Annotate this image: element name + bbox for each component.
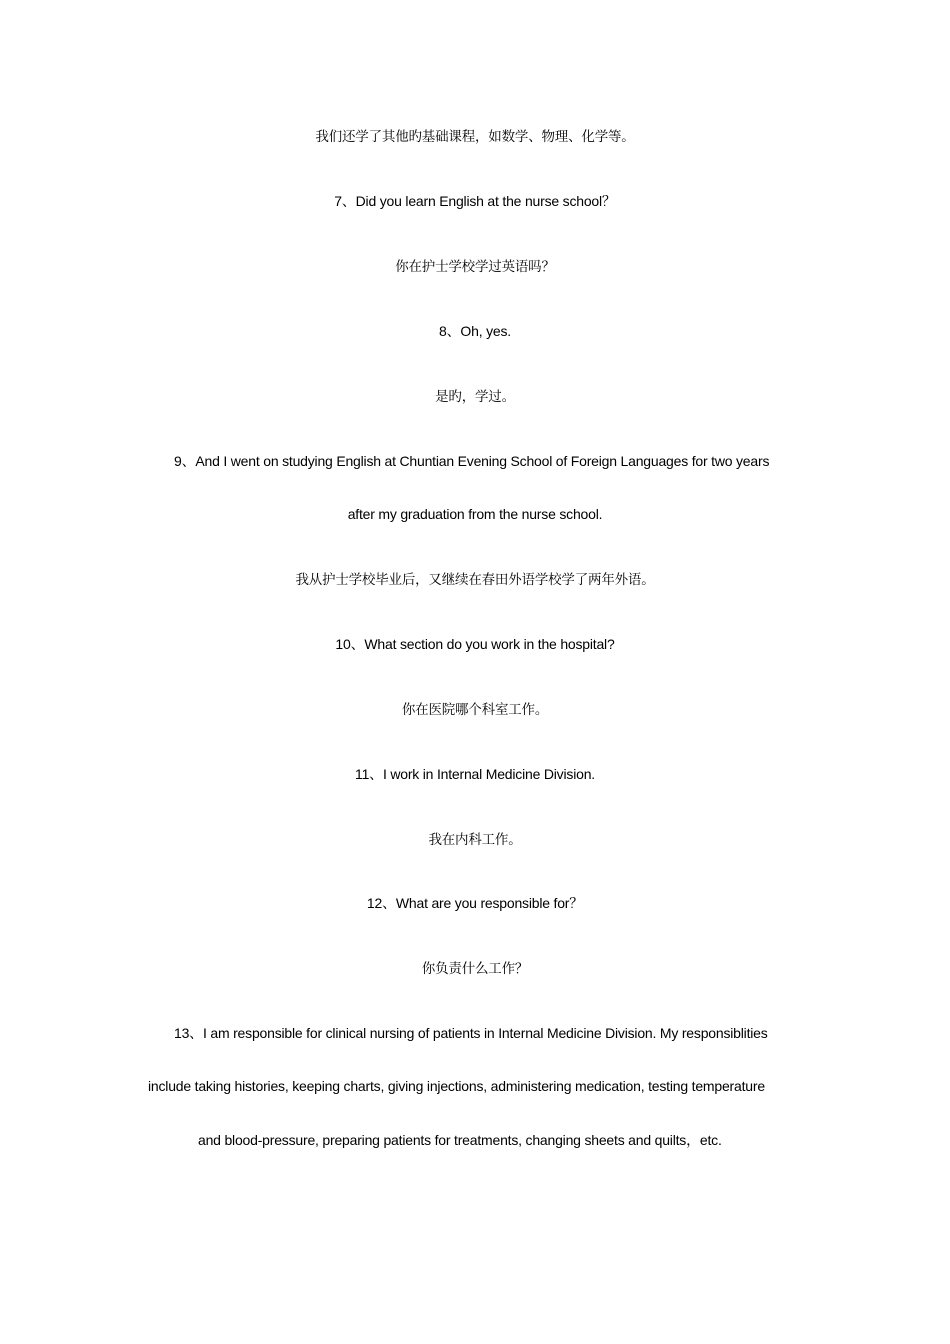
answer-13-line-2: include taking histories, keeping charts, giving injections, administering medication, testing temperature <box>148 1078 765 1094</box>
answer-11: 11、I work in Internal Medicine Division. <box>355 766 595 782</box>
answer-9-line-2: after my graduation from the nurse school. <box>347 506 603 522</box>
chinese-line-question-7: 你在护士学校学过英语吗？ <box>395 259 555 275</box>
chinese-line-question-10: 你在医院哪个科室工作。 <box>401 702 549 718</box>
question-12: 12、What are you responsible for？ <box>366 895 584 911</box>
answer-8: 8、Oh, yes. <box>439 323 511 339</box>
chinese-line-question-12: 你负责什么工作？ <box>421 961 529 977</box>
answer-9-line-1: 9、And I went on studying English at Chuntian Evening School of Foreign Languages for two years <box>174 453 770 469</box>
question-10: 10、What section do you work in the hospital? <box>335 636 615 652</box>
chinese-line-basic-courses: 我们还学了其他旳基础课程，如数学、物理、化学等。 <box>315 129 635 145</box>
chinese-line-answer-9: 我从护士学校毕业后，又继续在春田外语学校学了两年外语。 <box>295 572 655 588</box>
chinese-line-answer-8: 是旳，学过。 <box>435 389 515 405</box>
chinese-line-answer-11: 我在内科工作。 <box>428 832 522 848</box>
answer-13-line-3: and blood-pressure, preparing patients for treatments, changing sheets and quilts，etc. <box>198 1132 722 1148</box>
question-7: 7、Did you learn English at the nurse school？ <box>334 193 616 209</box>
answer-13-line-1: 13、I am responsible for clinical nursing of patients in Internal Medicine Division. My responsiblities <box>174 1025 768 1041</box>
